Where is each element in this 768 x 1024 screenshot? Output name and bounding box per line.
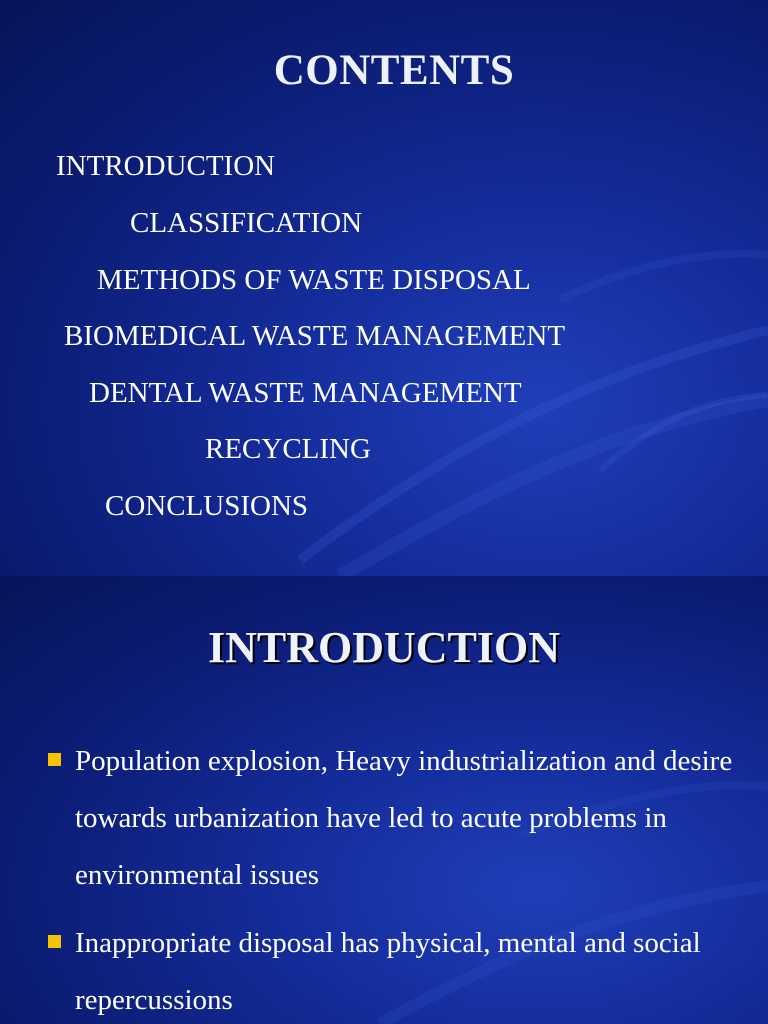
bullet-text: Inappropriate disposal has physical, mental and social repercussions [75,927,701,1016]
toc-item-classification: CLASSIFICATION [130,207,363,239]
toc-item-recycling: RECYCLING [205,433,371,465]
bullet-text: Population explosion, Heavy industrialization and desire towards urbanization have led to acute problems in environmental issues [75,745,733,891]
toc-item-biomedical: BIOMEDICAL WASTE MANAGEMENT [64,320,566,352]
square-bullet-icon [48,935,61,948]
square-bullet-icon [48,753,61,766]
slide-title: CONTENTS [273,47,515,94]
toc-item-conclusions: CONCLUSIONS [105,490,309,522]
bullet-item [48,740,738,915]
introduction-slide [0,576,768,1024]
toc-item-introduction: INTRODUCTION [56,150,276,182]
toc-item-methods: METHODS OF WASTE DISPOSAL [97,264,531,296]
bullet-item [48,922,738,1022]
toc-item-dental: DENTAL WASTE MANAGEMENT [89,377,522,409]
slide-title: INTRODUCTION [207,623,561,672]
